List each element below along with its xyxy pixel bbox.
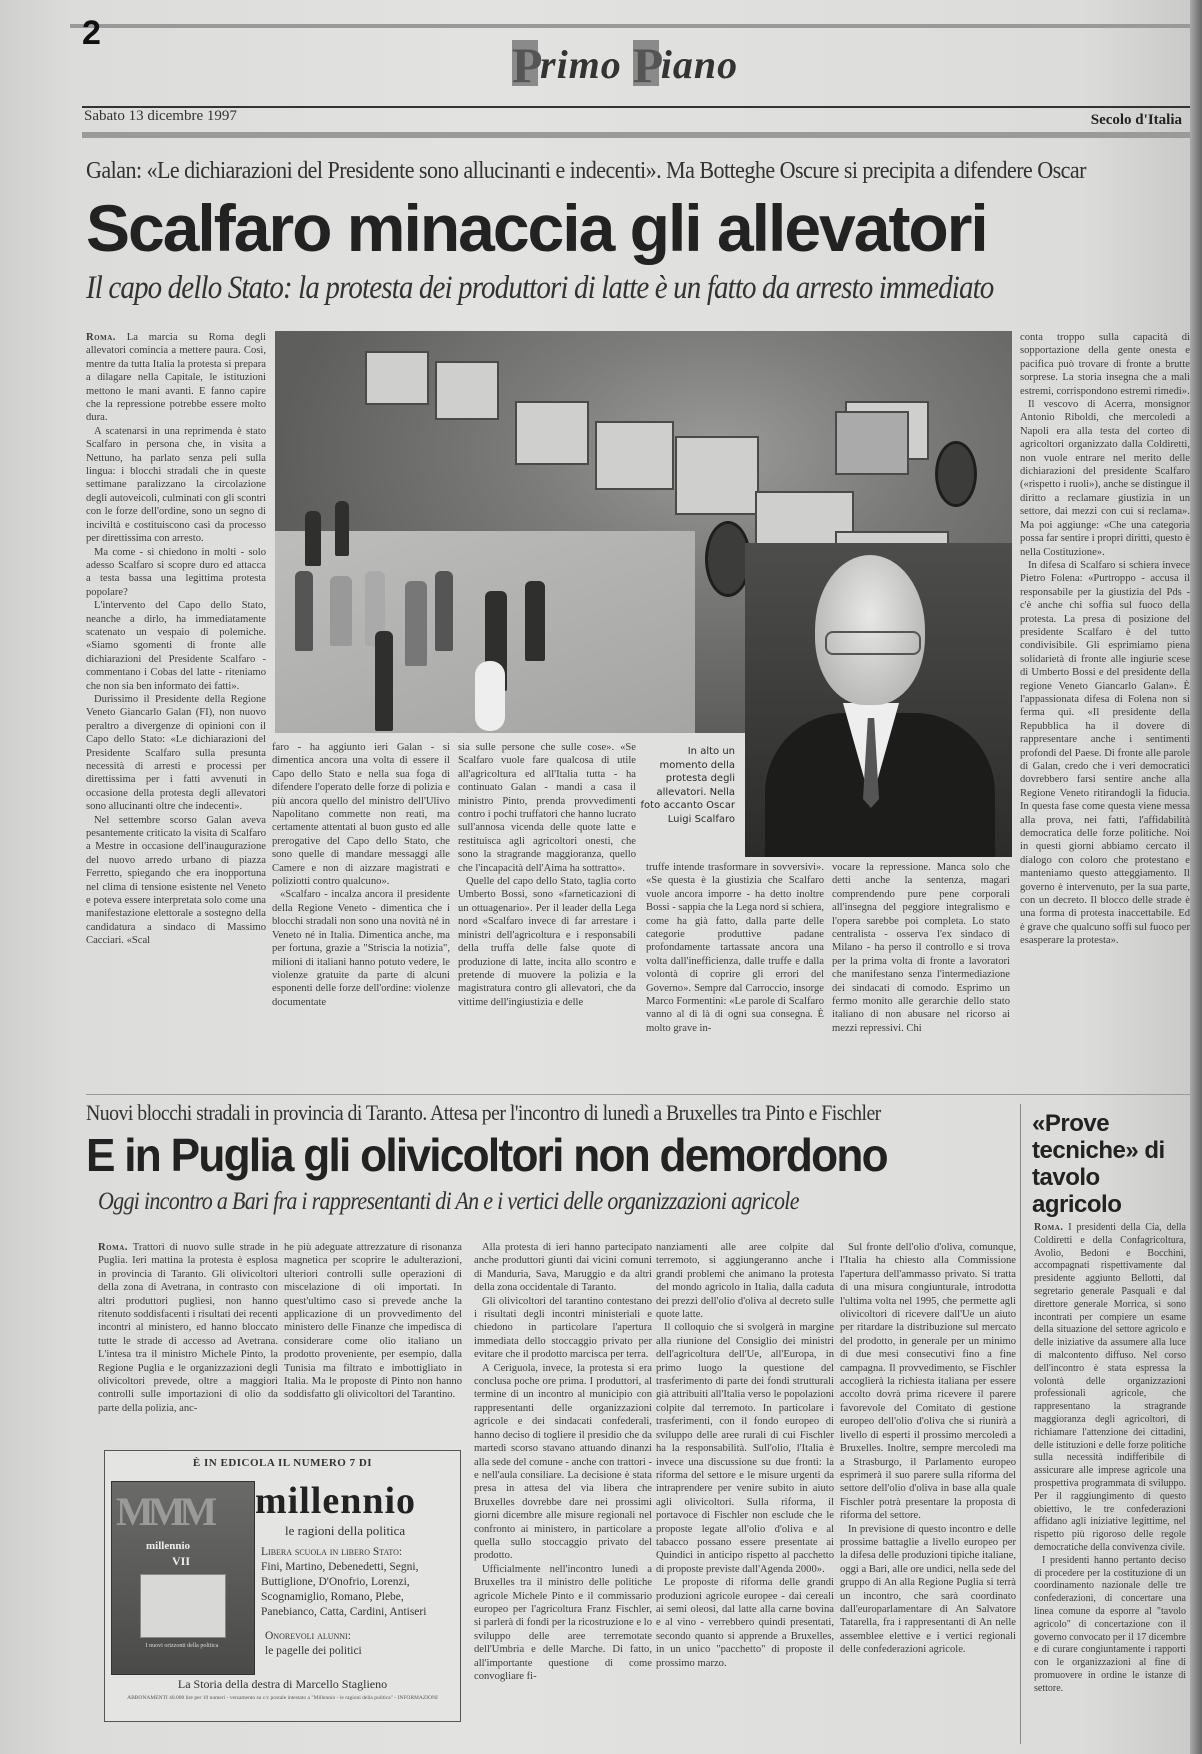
millennio-advert — [104, 1450, 461, 1722]
article1-col1-p1: La marcia su Roma degli allevatori comincia a mettere paura. Così, mentre da tutta Italia la protesta si prepara a dilagare nella Capitale, le istituzioni mettono le mani avanti. E fanno capire che la repressione potrebbe essere molto dura. — [86, 332, 266, 424]
article2-col3-p1: Alla protesta di ieri hanno partecipato anche produttori giunti dai vicini comuni di Manduria, Sava, Maruggio e da altri della zona occidentale di Taranto. — [474, 1242, 652, 1294]
magazine-name: millennio — [255, 1480, 417, 1522]
article1-column-5 — [832, 861, 1010, 1081]
article2-col2-p1: he più adeguate attrezzature di risonanza magnetica per scoprire le adulterazioni, ulteriori controlli sulle operazioni di miscelazione di oli importati. In quest'ultimo caso si prevede anche la applicazione di un provvedimento del ministero delle Finanze che impedisca di considerare come olio italiano un prodotto proveniente, per esempio, dalla Tunisia ma filtrato e imbottigliato in Italia. Ma le proposte di Pinto non hanno soddisfatto gli olivicoltori del Tarantino. — [284, 1242, 462, 1401]
article1-col6-p1: conta troppo sulla capacità di sopportazione della gente onesta e pacifica può trovare di fronte a brutte sorprese. La storia insegna che a mali estremi, corrispondono estremi rimedi». — [1020, 332, 1190, 397]
feature-names: Fini, Martino, Debenedetti, Segni, Buttiglione, D'Onofrio, Lorenzi, Scognamiglio, Romano, Plebe, Panebianco, Catta, Cardini, Antiseri — [261, 1561, 427, 1618]
article2-column-5 — [840, 1241, 1016, 1736]
photo-person — [335, 501, 349, 556]
cover-number: VII — [172, 1554, 191, 1568]
article1-col3-p1: sia sulle persone che sulle cose». «Se Scalfaro vuole fare qualcosa di utile all'agricoltura ed all'Italia tutta - ha continuato Galan - mandi a casa il ministro Pinto, prenda provvedimenti contro i pochi truffatori che hanno lucrato sull'annosa vicenda delle quote latte e restituisca agli agricoltori onesti, che sono la stragrande maggioranza, quello che l'incapacità dell'Aima ha sottratto». — [458, 742, 636, 874]
magazine-tagline: le ragioni della politica — [285, 1523, 406, 1538]
advert-top-line: È IN EDICOLA IL NUMERO 7 DI — [192, 1457, 373, 1469]
article1-subheadline: Il capo dello Stato: la protesta dei produttori di latte è un fatto da arresto immediato — [86, 270, 994, 306]
article1-col3-p2: Quelle del capo dello Stato, taglia corto Umberto Bossi, sono «farneticazioni di un ottuagenario». Per il leader della Lega nord «Scalfaro invece di far arrestare i ministri dell'agricoltura e i responsabili della truffa delle false quote di produzione di latte, incita allo scontro e pretende di muovere la polizia e la magistratura contro gli allevatori, che da vittime dell'ingiustizia e delle — [458, 876, 636, 1008]
article1-col2-p1: faro - ha aggiunto ieri Galan - si dimentica ancora una volta di essere il Capo dello Stato e nella sua foga di difendere l'operato delle forze di polizia e più ancora quello del ministro dell'Ulivo Napolitano commette non reati, ma certamente attentati al buon gusto ed alle prerogative del Capo dello Stato, che sono quelle di mandare messaggi alle Camere e non di aizzare magistrati e poliziotti contro qualcuno». — [272, 742, 450, 888]
article2-col4-p1: nanziamenti alle aree colpite dal terremoto, si aggiungeranno anche i grandi problemi che animano la protesta del mondo agricolo in Italia, dalla caduta dei prezzi dell'olio d'oliva al decreto sulle quote latte. — [656, 1242, 834, 1321]
photo-person — [435, 571, 453, 651]
photo-tractor — [675, 436, 759, 515]
photo-person — [405, 581, 427, 666]
sidebar-divider — [1020, 1104, 1021, 1744]
photo-wheel — [935, 441, 977, 507]
photo-person — [375, 631, 393, 731]
article2-kicker: Nuovi blocchi stradali in provincia di Taranto. Attesa per l'incontro di lunedì a Bruxelles tra Pinto e Fischler — [86, 1100, 881, 1125]
article2-column-1 — [98, 1241, 278, 1431]
cover-title: millennio — [146, 1540, 191, 1552]
cover-image — [140, 1574, 226, 1638]
photo-person — [525, 581, 545, 661]
section-initial-p2: P — [632, 37, 665, 93]
second-label: Onorevoli alunni: — [265, 1630, 351, 1642]
section-title — [512, 37, 739, 93]
article2-dateline: Roma. — [98, 1242, 128, 1253]
portrait-face — [815, 555, 925, 705]
article1-column-4 — [646, 861, 824, 1081]
photo-person — [305, 511, 321, 566]
article1-col1-p5: Durissimo il Presidente della Regione Veneto Giancarlo Galan (FI), non nuovo peraltro a divergenze di opinioni con il Capo dello Stato: «Le dichiarazioni del Presidente Scalfaro sulla presunta necessità di arresti e processi per direttissima per i fatti avvenuti in occasione della protesta degli allevatori sono allucinanti oltre che indecenti». — [86, 693, 266, 813]
feature-label: Libera scuola in libero Stato: — [261, 1546, 403, 1558]
article1-col1-p2: A scatenarsi in una reprimenda è stato Scalfaro in persona che, in visita a Nettuno, ha parlato senza peli sulla lingua: i blocchi stradali che in queste settimane paralizzano la circolazione degli autoveicoli, culminati con gli scontri con le forze dell'ordine, sono un segno di inciviltà e costituiscono casi da processo per direttissima con arresto. — [86, 425, 266, 545]
second-title: le pagelle dei politici — [265, 1645, 362, 1657]
section-initial-p: P — [512, 37, 544, 93]
article2-col4-p3: Le proposte di riforma delle grandi produzioni agricole europee - dai cereali ai semi oleosi, dal latte alla carne bovina e al vino - verrebbero quindi presentati, secondo quanto si apprende a Bruxelles, in un unico "pacchetto" di proposte il prossimo marzo. — [656, 1577, 834, 1669]
article2-col5-p2: In previsione di questo incontro e delle prossime battaglie a livello europeo per la difesa delle produzioni tipiche italiane, oggi a Bari, alle ore undici, nella sede del gruppo di An alla Regione Puglia si terrà un incontro, che sarà coordinato dall'europarlamentare di An Salvatore Tatarella, fra i rappresentanti di An nelle assemblee elettive e i vertici regionali delle confederazioni agricole. — [840, 1523, 1016, 1656]
photo-tractor — [515, 401, 589, 465]
portrait-glasses — [825, 631, 921, 655]
photo-tractor — [365, 351, 429, 405]
photo-tractor — [835, 411, 909, 475]
article2-column-4 — [656, 1241, 834, 1736]
masthead-rule — [82, 106, 1190, 108]
article2-col4-p2: Il colloquio che si svolgerà in margine alla riunione del Consiglio dei ministri dell'agricoltura dell'Ue, all'Europa, in primo luogo la questione del trasferimento di parte dei fondi strutturali già attribuiti all'Italia verso le popolazioni colpite dal terremoto. In particolare i trasferimenti, con il fondo europeo di sviluppo delle aree rurali di cui Fischler ha la responsabilità. Sull'olio, l'Italia è invece una discussione su due fronti: la riforma del settore e le misure urgenti da intraprendere per venire subito in aiuto agli olivicoltori. Sulla riforma, il portavoce di Fischler non esclude che le proposte legate all'olio d'oliva e al tabacco possano essere presentate ai Quindici in anticipo rispetto al pacchetto di proposte previste dall'Agenda 2000». — [656, 1322, 834, 1575]
second-feature — [265, 1629, 362, 1659]
photo-tractor — [595, 421, 674, 490]
article1-col1-p3: Ma come - si chiedono in molti - solo adesso Scalfaro si scopre duro ed attacca a testa bassa una legittima protesta popolare? — [86, 546, 266, 598]
photo-person — [295, 571, 313, 651]
page-binding-edge — [1190, 0, 1202, 1754]
article1-col2-p2: «Scalfaro - incalza ancora il presidente della Regione Veneto - dimentica che i blocchi stradali non sono una novità né in Veneto né in Italia. Dimentica anche, ma per fortuna, grazie a "Striscia la notizia", milioni di italiani hanno potuto vedere, le violenze gratuite da parte di alcuni esponenti delle forze dell'ordine: violenze documentate — [272, 889, 450, 1008]
article-divider — [86, 1094, 1192, 1095]
article1-kicker: Galan: «Le dichiarazioni del Presidente sono allucinanti e indecenti». Ma Botteghe Oscure si precipita a difendere Oscar — [86, 158, 1086, 184]
sidebar-dateline: Roma. — [1034, 1222, 1064, 1233]
article2-headline: E in Puglia gli olivicoltori non demordono — [86, 1129, 887, 1181]
storia-line: La Storia della destra di Marcello Staglieno — [177, 1677, 388, 1691]
sidebar-p1: I presidenti della Cia, della Coldiretti e della Confagricoltura, Avolio, Bedoni e Bocchini, accompagnati rispettivamente dal presidente aggiunto Bellotti, dal segretario generale Pasquali e dal direttore generale Morrica, si sono incontrati per compiere un esame della situazione del settore agricolo e delle iniziative da assumere alla luce di malcontento diffuso. Nel corso dell'incontro è stata espressa la volontà delle organizzazioni professionali agricole, che rappresentano la stragrande maggioranza degli agricoltori, di richiamare l'attenzione dei cittadini, delle istituzioni e delle forze politiche sulla necessità indifferibile di assicurare alle imprese agricole una prospettiva programmata di sviluppo. Per il raggiungimento di questo obiettivo, le tre confederazioni affidano agli iniziative legittime, nel rispetto più rigoroso delle regole democratiche della convivenza civile. — [1034, 1222, 1186, 1553]
page-number: 2 — [82, 14, 101, 52]
issue-date: Sabato 13 dicembre 1997 — [84, 108, 237, 124]
advert-fine-print: ABBONAMENTI 40.000 lire per 10 numeri - versamento su c/c postale intestato a "Millennio - le ragioni della politica" - INFORMAZIONI — [127, 1695, 438, 1701]
article1-column-2 — [272, 741, 450, 1081]
magazine-cover — [111, 1481, 255, 1675]
photo-person — [330, 576, 352, 646]
article2-column-2 — [284, 1241, 462, 1431]
article2-subheadline: Oggi incontro a Bari fra i rappresentanti di An e i vertici delle organizzazioni agricole — [98, 1188, 799, 1215]
article1-dateline: Roma. — [86, 332, 116, 343]
sidebar-p2: I presidenti hanno pertanto deciso di procedere per la costituzione di un coordinamento nazionale delle tre confederazioni, di concertare una linea comune da esporre al "tavolo agricolo" di concertazione con il governo convocato per il 17 dicembre e di curare congiuntamente i rapporti con le organizzazioni al fine di promuovere in ordine le istanze di settore. — [1034, 1554, 1186, 1694]
section-word-rimo: rimo — [540, 42, 622, 87]
article1-headline: Scalfaro minaccia gli allevatori — [86, 191, 987, 265]
article1-col1-p6: Nel settembre scorso Galan aveva pesantemente criticato la visita di Scalfaro a Mestre in occasione dell'inaugurazione del nuovo arredo urbano di piazza Ferretto, spiegando che era inopportuna nel clima di tensione esistente nel Veneto e poteva essere interpretata solo come una manifestazione elettorale a sostegno della candidatura a sindaco di Massimo Cacciari. «Scal — [86, 814, 266, 947]
photo-caption: In alto un momento della protesta degli allevatori. Nella foto accanto Oscar Luigi Scalfaro — [640, 746, 735, 825]
article1-col1-p4: L'intervento del Capo dello Stato, neanche a dirlo, ha immediatamente scatenato un vespaio di polemiche. «Siamo sgomenti di fronte alle dichiarazioni del Presidente Scalfaro - commentano i Cobas del latte - riteniamo che non sia ben informato dei fatti». — [86, 600, 266, 692]
article2-col3-p2: Gli olivicoltori del tarantino contestano i risultati degli incontri ministeriali e chiedono in particolare l'apertura immediata dello stoccaggio privato per evitare che il prodotto marcisca per terra. — [474, 1295, 652, 1361]
article1-column-1 — [86, 331, 266, 1081]
feature-list — [261, 1545, 451, 1620]
sidebar-headline: «Prove tecniche» di tavolo agricolo — [1032, 1110, 1165, 1218]
masthead-bottom-rule — [82, 132, 1190, 138]
article2-col3-p3: A Ceriguola, invece, la protesta si era conclusa poche ore prima. I produttori, al termine di un incontro al municipio con rappresentanti delle organizzazioni agricole e dei sindacati confederali, hanno deciso di togliere il presidio che da martedì scorso stavano attuando dinanzi alla sede del comune - anche con trattori - e nell'aula consiliare. La decisione è stata presa in attesa del via libera che Bruxelles dovrebbe dare nei prossimi giorni dicembre alle misure regionali nel confronto ai ministero, in particolare a quella sullo stoccaggio privato del prodotto. — [474, 1362, 652, 1562]
photo-tractor — [435, 361, 499, 420]
article2-col3-p4: Ufficialmente nell'incontro lunedì a Bruxelles tra il ministro delle politiche agricole Michele Pinto e il commissario europeo per l'agricoltura Franz Fischler, si parlerà di fondi per la ricostruzione e lo sviluppo delle aree terremotate dell'Umbria e delle Marche. Di fatto, all'importante questione di come convogliare fi- — [474, 1563, 652, 1682]
cover-footer: I nuovi orizzonti della politica — [145, 1643, 219, 1649]
article1-col6-p2: Il vescovo di Acerra, monsignor Antonio Riboldi, che mercoledì a Napoli era alla testa del corteo di agricoltori organizzato dalla Coldiretti, non vuole entrare nel merito delle dichiarazioni del presidente Scalfaro («rispetto i ruoli»), anche se distingue il diritto a reclamare giustizia in un settore, dai mezzi con cui si reclama». Ma poi aggiunge: «Che una categoria possa far sentire i propri diritti, questo è nella Costituzione». — [1020, 399, 1190, 558]
article1-col6-p3: In difesa di Scalfaro si schiera invece Pietro Folena: «Purtroppo - accusa il responsabile per la giustizia del Pds - c'è anche chi soffia sul fuoco della protesta. La presa di posizione del presidente Scalfaro è del tutto condivisibile. Gli esprimiamo piena solidarietà di fronte alle ingiurie scese di Umberto Bossi e del presidente della regione Veneto Giancarlo Galan». È l'appassionata difesa di Folena non si ferma qui. «Il presidente della Repubblica ha il dovere di rappresentare anche i sentimenti profondi del Paese. Di fronte alle parole di Galan, credo che i veri democratici dovrebbero farsi sentire anche alla Regione Veneto ritirandogli la fiducia. In questa fase come questa viene messa alla prova, nei fatti, l'affidabilità democratica delle forze politiche. Noi in questi giorni abbiamo cercato il dialogo con coloro che protestano e manteniamo questo atteggiamento. Il governo è intervenuto, per la sua parte, con un decreto. Il blocco delle strade è una forma di protesta inaccettabile. Ed è grave che qualcuno soffi sul fuoco per esasperare la protesta». — [1020, 559, 1190, 947]
scalfaro-portrait — [745, 543, 1012, 857]
newspaper-name: Secolo d'Italia — [1090, 112, 1182, 128]
article1-col4-p1: truffe intende trasformare in sovversivi». «Se questa è la giustizia che Scalfaro vuole ancora imporre - ha detto inoltre Bossi - sappia che la Lega nord si schiera, come ha già fatto, dalla parte delle categorie produttive padane profondamente tartassate ancora una volta dall'inefficienza, dalle truffe e dalla volontà di coprire gli errori del Governo». Sempre dal Carroccio, insorge Marco Formentini: «Le parole di Scalfaro vanno al di là di ogni sua consegna. È molto grave in- — [646, 862, 824, 1034]
article2-col1-p1: Trattori di nuovo sulle strade in Puglia. Ieri mattina la protesta è esplosa in provincia di Taranto. Gli olivicoltori della zona di Avetrana, in contrasto con altri produttori pugliesi, non hanno ritenuto soddisfacenti i risultati dei recenti incontri al ministero, ed hanno bloccato tutte le strade di accesso ad Avetrana. L'intesa tra il ministro Michele Pinto, la Regione Puglia e le organizzazioni degli olivicoltori prevede, oltre a maggiori controlli sulle importazioni di olio da parte della polizia, anc- — [98, 1242, 278, 1414]
sidebar-body — [1034, 1222, 1186, 1742]
article1-column-6 — [1020, 331, 1190, 1081]
cover-mark: MMM — [116, 1489, 212, 1534]
article2-column-3 — [474, 1241, 652, 1736]
section-word-iano: iano — [660, 42, 739, 87]
top-rule — [70, 24, 1190, 28]
photo-person — [475, 661, 505, 731]
article1-column-3 — [458, 741, 636, 1081]
article2-col5-p1: Sul fronte dell'olio d'oliva, comunque, l'Italia ha chiesto alla Commissione l'apertura dell'ammasso privato. Si tratta di una misura congiunturale, introdotta l'ultima volta nel 1995, che permette agli olivicoltori di ricevere dall'Ue un aiuto per ritardare la distribuzione sul mercato del prodotto, in generale per un minimo di due mesi consecutivi fino a fine campagna. Il provvedimento, se Fischler accoglierà la richiesta italiana per essere accolto dovrà prima ricevere il parere favorevole del Comitato di gestione europeo dell'olio d'oliva che si riunirà a livello di esperti il prossimo mercoledì a Bruxelles. Inoltre, sempre mercoledì ma a Strasburgo, il Parlamento europeo esprimerà il suo parere sulla riforma del settore dell'olio d'oliva in base alla quale Fischler potrà presentare la proposta di riforma del settore. — [840, 1242, 1016, 1522]
article1-col5-p1: vocare la repressione. Manca solo che detti anche la sentenza, magari comprendendo pure pene corporali all'insegna del peggiore integralismo e l'opera sarebbe poi completa. Lo stato centralista - osserva l'ex sindaco di Milano - ha perso il controllo e si trova per la prima volta di fronte a lavoratori che manifestano senza l'intermediazione dei sindacati di comodo. Esprimo un fermo monito alle gerarchie dello stato italiano di non abusare nel ricorso ai mezzi repressivi. Chi — [832, 862, 1010, 1034]
